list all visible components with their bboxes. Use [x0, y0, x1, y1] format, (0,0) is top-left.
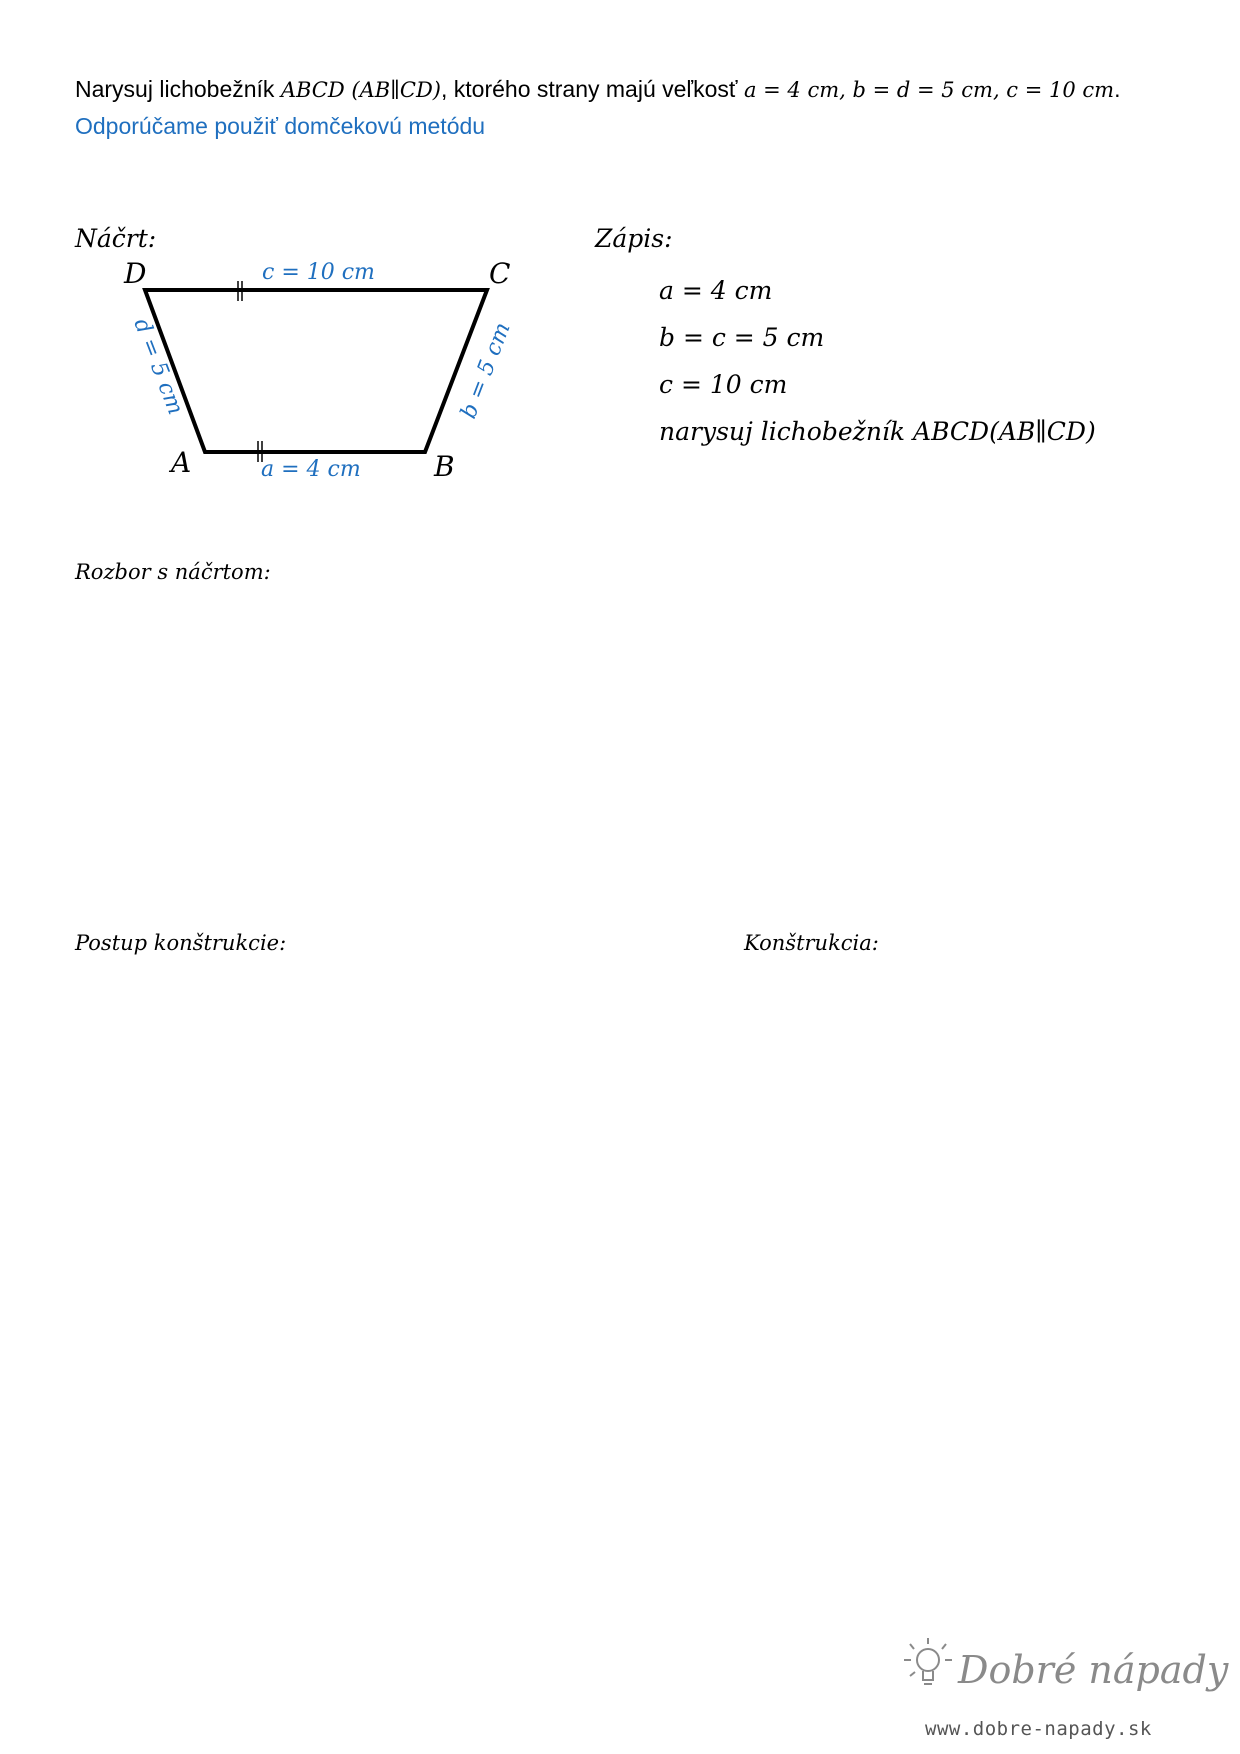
sketch-heading: Náčrt: — [75, 224, 157, 253]
task-values: a = 4 cm, b = d = 5 cm, c = 10 cm — [743, 78, 1115, 102]
zapis-line: b = c = 5 cm — [659, 323, 825, 352]
label-side-d: d = 5 cm — [128, 315, 188, 419]
label-side-a: a = 4 cm — [261, 457, 361, 482]
vertex-a: A — [171, 446, 192, 479]
zapis-line: a = 4 cm — [659, 276, 773, 305]
footer-url: www.dobre-napady.sk — [925, 1718, 1152, 1740]
rozbor-heading: Rozbor s náčrtom: — [75, 560, 271, 584]
task-prefix: Narysuj lichobežník — [75, 76, 281, 102]
label-side-c: c = 10 cm — [262, 260, 375, 285]
zapis-heading: Zápis: — [595, 224, 673, 253]
trapezoid-outline — [145, 290, 487, 452]
lightbulb-icon — [898, 1630, 958, 1700]
trapezoid-sketch — [0, 0, 620, 500]
zapis-line: narysuj lichobežník ABCD(AB∥CD) — [659, 417, 1096, 446]
brand-logo-text: Dobré nápady — [958, 1648, 1229, 1692]
vertex-c: C — [489, 257, 511, 290]
vertex-b: B — [434, 450, 455, 483]
label-side-b: b = 5 cm — [456, 319, 516, 423]
method-tip: Odporúčame použiť domčekovú metódu — [75, 113, 486, 139]
konstrukcia-heading: Konštrukcia: — [744, 931, 879, 955]
task-figure-name: ABCD — [280, 78, 345, 102]
vertex-d: D — [124, 257, 147, 290]
task-middle: , ktorého strany majú veľkosť — [440, 76, 744, 102]
zapis-line: c = 10 cm — [659, 370, 788, 399]
task-end: . — [1114, 76, 1121, 102]
postup-heading: Postup konštrukcie: — [75, 931, 287, 955]
task-parallel-note: (AB∥CD) — [344, 78, 441, 102]
